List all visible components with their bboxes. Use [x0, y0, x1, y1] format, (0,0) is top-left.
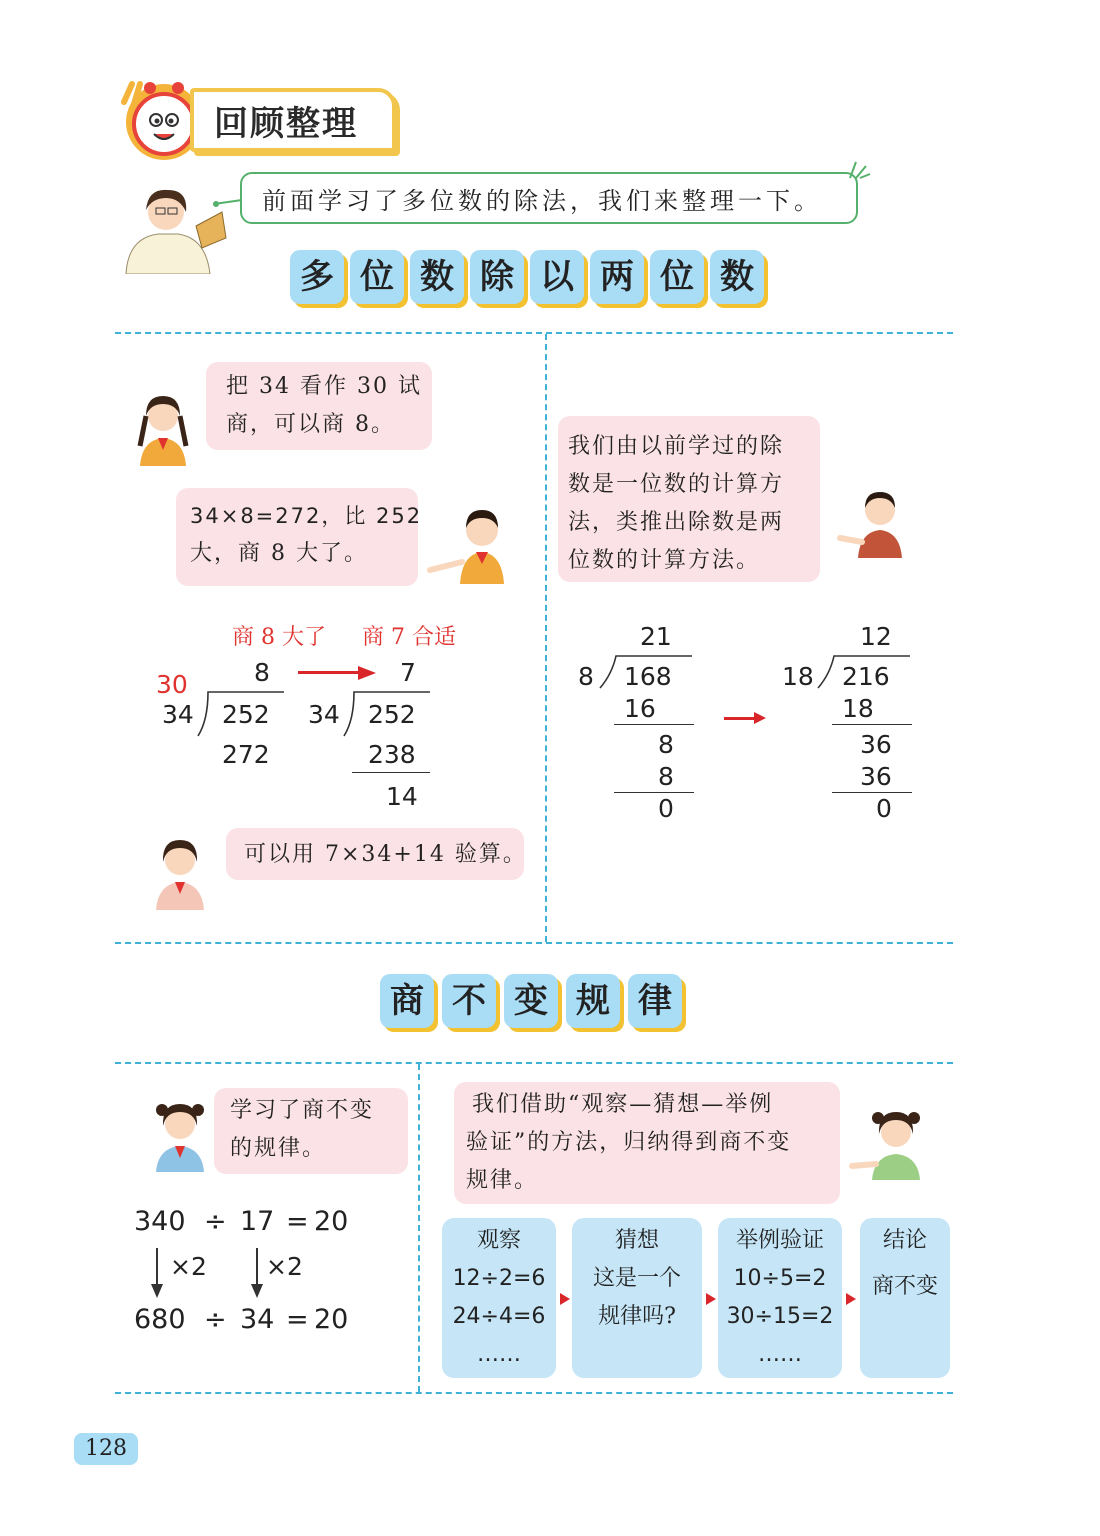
title-char: 位	[350, 250, 404, 304]
product-a2: 8	[658, 762, 674, 791]
eq2-divide-sign: ÷	[204, 1304, 227, 1335]
teacher-speech-text: 前面学习了多位数的除法，我们来整理一下。	[262, 187, 822, 215]
title-char: 两	[590, 250, 644, 304]
bubble-text-line: 规律。	[466, 1168, 539, 1193]
subtraction-line	[614, 792, 694, 793]
bubble-text-line: 我们借助“观察—猜想—举例	[472, 1092, 774, 1117]
divisor-2: 34	[308, 700, 340, 729]
boy-pointing-illustration-icon	[426, 500, 518, 584]
flow-box-verify	[718, 1218, 842, 1378]
flow-box-line: 30÷15=2	[726, 1304, 834, 1329]
label-quotient-too-big: 商 8 大了	[232, 625, 326, 650]
eq1-divisor: 17	[240, 1206, 275, 1237]
red-arrow-head-icon	[358, 666, 376, 680]
flow-box-line: 10÷5=2	[733, 1266, 827, 1291]
bubble-text-line: 商，可以商 8。	[226, 412, 395, 437]
flow-box-line: 12÷2=6	[452, 1266, 546, 1291]
divisor-b: 18	[782, 662, 814, 691]
title-char: 不	[442, 974, 496, 1028]
remainder-a1: 8	[658, 730, 674, 759]
down-arrow-icon	[150, 1248, 164, 1300]
title-char: 规	[566, 974, 620, 1028]
product-2: 238	[368, 740, 416, 769]
multiply-label-1: ×2	[170, 1252, 207, 1281]
dividend-2: 252	[368, 700, 416, 729]
eq1-equals: =	[286, 1206, 309, 1237]
divider-top-2	[115, 1062, 953, 1064]
flow-box-title: 猜想	[614, 1228, 659, 1253]
divisor-a: 8	[578, 662, 594, 691]
title-char: 多	[290, 250, 344, 304]
dividend-a: 168	[624, 662, 672, 691]
quotient-a: 21	[640, 622, 672, 651]
subtraction-line	[832, 792, 912, 793]
divisor-1: 34	[162, 700, 194, 729]
flow-box-guess	[572, 1218, 702, 1378]
bubble-text-line: 我们由以前学过的除	[568, 434, 785, 459]
subtraction-line	[832, 724, 912, 725]
divider-top	[115, 332, 953, 334]
flow-box-observe	[442, 1218, 556, 1378]
title-char: 变	[504, 974, 558, 1028]
red-arrow-head-icon	[560, 1293, 570, 1305]
girl-with-pigtails-illustration-icon	[132, 388, 194, 466]
remainder-b1: 36	[860, 730, 892, 759]
eq2-quotient: 20	[314, 1304, 349, 1335]
divider-middle-2	[418, 1064, 420, 1392]
product-b1: 18	[842, 694, 874, 723]
bubble-text-line: 34×8=272，比 252	[190, 504, 423, 528]
product-a1: 16	[624, 694, 656, 723]
bubble-pointer-icon	[212, 196, 244, 208]
flow-box-line: 这是一个	[592, 1266, 681, 1291]
flow-box-title: 结论	[882, 1228, 927, 1253]
dividend-1: 252	[222, 700, 270, 729]
girl-with-buns-illustration-icon	[150, 1098, 212, 1172]
remainder-b2: 0	[876, 794, 892, 823]
flow-box-title: 观察	[476, 1228, 521, 1253]
subtraction-line	[352, 772, 430, 773]
section-header-title: 回顾整理	[214, 104, 358, 144]
quotient-1: 8	[254, 658, 270, 687]
eq2-divisor: 34	[240, 1304, 275, 1335]
flow-box-line: 规律吗?	[598, 1304, 676, 1329]
flow-box-line: ……	[477, 1342, 521, 1367]
title-char: 数	[710, 250, 764, 304]
eq2-dividend: 680	[134, 1304, 186, 1335]
remainder-2: 14	[386, 782, 418, 811]
flow-box-line: 商不变	[871, 1274, 938, 1299]
product-1: 272	[222, 740, 270, 769]
divider-bottom-2	[115, 1392, 953, 1394]
quotient-b: 12	[860, 622, 892, 651]
title-char: 数	[410, 250, 464, 304]
remainder-a2: 0	[658, 794, 674, 823]
page-number: 128	[74, 1433, 138, 1465]
title-char: 商	[380, 974, 434, 1028]
bubble-text-line: 大，商 8 大了。	[190, 541, 368, 566]
girl-illustration-icon	[150, 834, 212, 910]
bubble-text-line: 验证”的方法，归纳得到商不变	[466, 1130, 792, 1155]
bubble-text-line: 可以用 7×34+14 验算。	[244, 842, 527, 867]
title-char: 位	[650, 250, 704, 304]
title-char: 除	[470, 250, 524, 304]
boy-illustration-icon	[834, 484, 908, 558]
red-arrow-head-icon	[846, 1293, 856, 1305]
dividend-b: 216	[842, 662, 890, 691]
bubble-text-line: 的规律。	[230, 1136, 327, 1161]
quotient-2: 7	[400, 658, 416, 687]
label-quotient-ok: 商 7 合适	[362, 625, 456, 650]
red-arrow-head-icon	[754, 712, 766, 724]
girl-illustration-icon	[848, 1104, 928, 1180]
red-arrow-head-icon	[706, 1293, 716, 1305]
red-arrow-line	[298, 671, 360, 674]
red-arrow-line	[724, 717, 756, 720]
bubble-text-line: 位数的计算方法。	[568, 548, 761, 573]
subtraction-line	[614, 724, 694, 725]
flow-box-title: 举例验证	[735, 1228, 824, 1253]
eq2-equals: =	[286, 1304, 309, 1335]
divider-bottom	[115, 942, 953, 944]
divider-middle	[545, 334, 547, 942]
flow-box-conclusion	[860, 1218, 950, 1378]
product-b2: 36	[860, 762, 892, 791]
flow-box-line: ……	[758, 1342, 802, 1367]
bubble-text-line: 法，类推出除数是两	[568, 510, 785, 535]
flow-box-line: 24÷4=6	[452, 1304, 546, 1329]
estimate-divisor: 30	[156, 670, 188, 699]
title-char: 以	[530, 250, 584, 304]
bubble-text-line: 把 34 看作 30 试	[226, 374, 422, 399]
bubble-text-line: 学习了商不变	[230, 1098, 375, 1123]
title-char: 律	[628, 974, 682, 1028]
eq1-quotient: 20	[314, 1206, 349, 1237]
multiply-label-2: ×2	[266, 1252, 303, 1281]
sparkle-icon	[846, 158, 872, 180]
eq1-divide-sign: ÷	[204, 1206, 227, 1237]
eq1-dividend: 340	[134, 1206, 186, 1237]
bubble-text-line: 数是一位数的计算方	[568, 472, 785, 497]
down-arrow-icon	[250, 1248, 264, 1300]
